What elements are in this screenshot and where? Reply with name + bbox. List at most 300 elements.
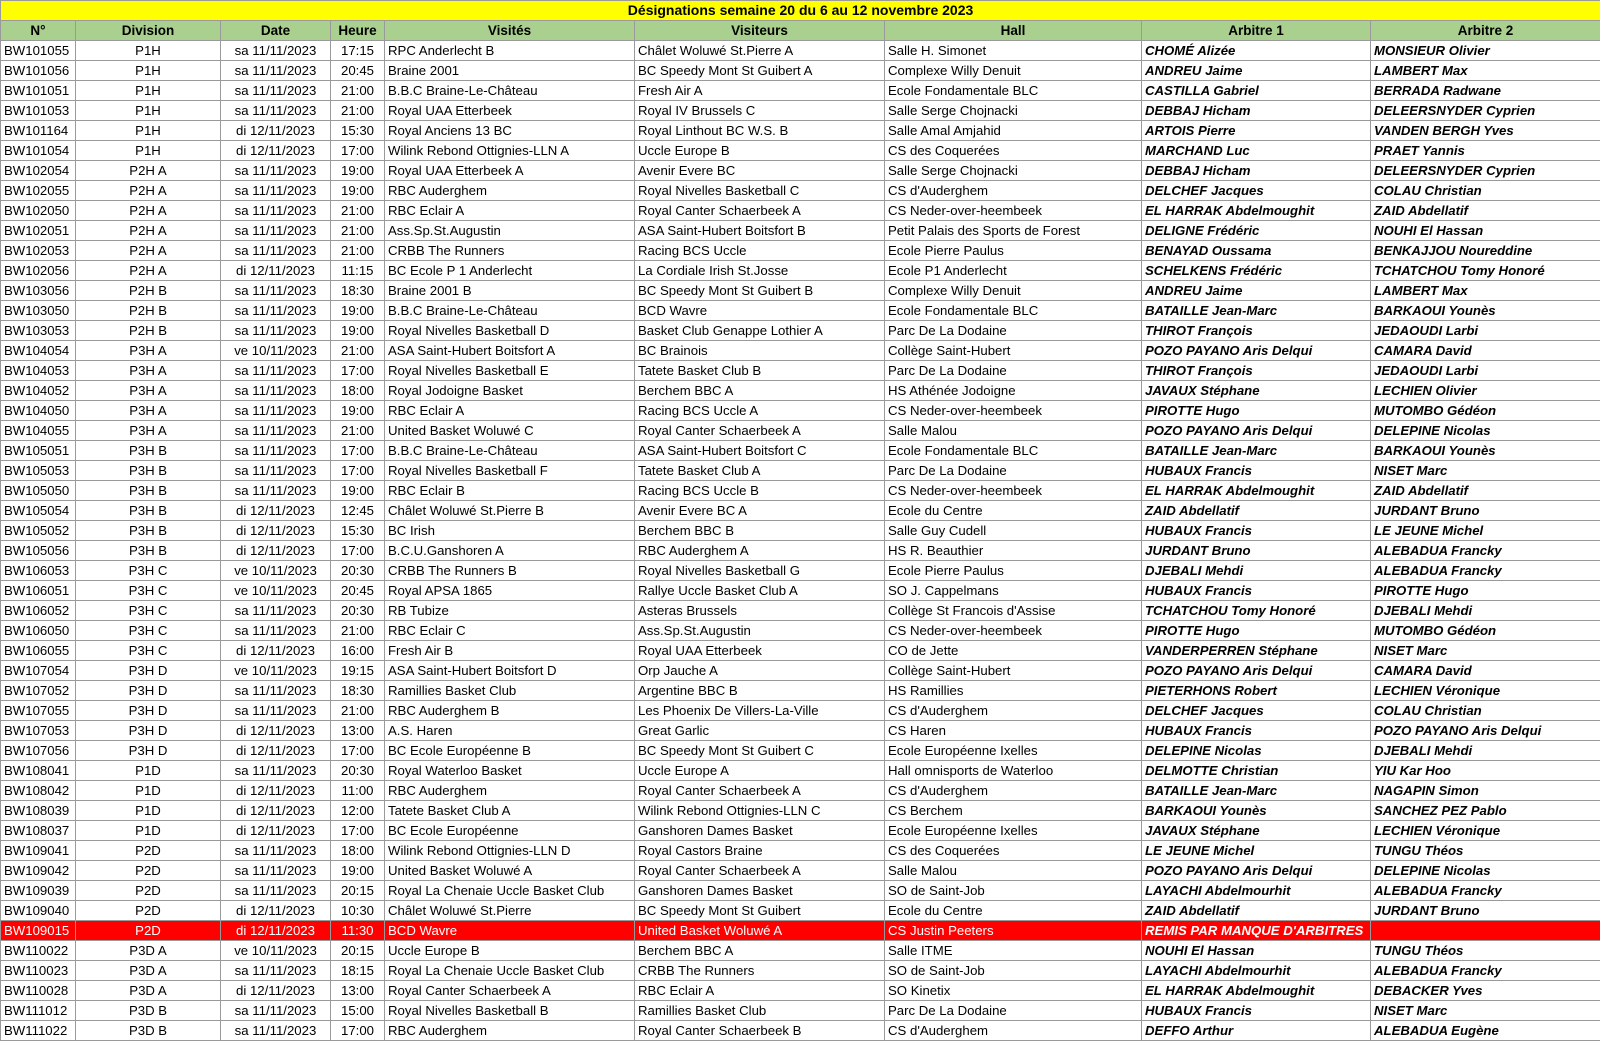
cell-division: P1H: [76, 81, 221, 101]
cell-date: di 12/11/2023: [221, 781, 331, 801]
cell-number: BW104055: [1, 421, 76, 441]
cell-referee-1: THIROT François: [1142, 361, 1371, 381]
cell-date: di 12/11/2023: [221, 921, 331, 941]
cell-date: di 12/11/2023: [221, 141, 331, 161]
cell-visitors: Royal Canter Schaerbeek A: [635, 861, 885, 881]
cell-visitors: RBC Auderghem A: [635, 541, 885, 561]
cell-visitors: BC Speedy Mont St Guibert A: [635, 61, 885, 81]
cell-home: Royal La Chenaie Uccle Basket Club: [385, 961, 635, 981]
cell-hall: Petit Palais des Sports de Forest: [885, 221, 1142, 241]
cell-hall: Salle H. Simonet: [885, 41, 1142, 61]
cell-number: BW108041: [1, 761, 76, 781]
cell-referee-2: DELEPINE Nicolas: [1371, 421, 1600, 441]
table-row: [1, 501, 1600, 521]
cell-referee-1: DELEPINE Nicolas: [1142, 741, 1371, 761]
cell-number: BW105050: [1, 481, 76, 501]
table-row: [1, 621, 1600, 641]
cell-visitors: Tatete Basket Club A: [635, 461, 885, 481]
cell-referee-2: NISET Marc: [1371, 641, 1600, 661]
cell-division: P2H B: [76, 281, 221, 301]
cell-date: di 12/11/2023: [221, 901, 331, 921]
cell-hall: SO Kinetix: [885, 981, 1142, 1001]
cell-visitors: Racing BCS Uccle: [635, 241, 885, 261]
cell-referee-2: BENKAJJOU Noureddine: [1371, 241, 1600, 261]
cell-date: sa 11/11/2023: [221, 861, 331, 881]
cell-division: P3H D: [76, 681, 221, 701]
table-row: [1, 901, 1600, 921]
cell-time: 17:00: [331, 461, 385, 481]
cell-visitors: Great Garlic: [635, 721, 885, 741]
table-row: [1, 441, 1600, 461]
cell-referee-1: DELMOTTE Christian: [1142, 761, 1371, 781]
cell-home: RB Tubize: [385, 601, 635, 621]
cell-referee-2: NOUHI El Hassan: [1371, 221, 1600, 241]
cell-visitors: Royal Nivelles Basketball G: [635, 561, 885, 581]
cell-home: RBC Eclair A: [385, 401, 635, 421]
cell-referee-1: ANDREU Jaime: [1142, 61, 1371, 81]
table-row: [1, 881, 1600, 901]
cell-hall: CS d'Auderghem: [885, 1021, 1142, 1041]
table-row: [1, 681, 1600, 701]
cell-referee-1: DELIGNE Frédéric: [1142, 221, 1371, 241]
cell-number: BW107052: [1, 681, 76, 701]
cell-division: P3H C: [76, 601, 221, 621]
cell-home: RBC Auderghem: [385, 781, 635, 801]
cell-division: P2D: [76, 901, 221, 921]
cell-number: BW105054: [1, 501, 76, 521]
cell-division: P3H A: [76, 361, 221, 381]
cell-date: di 12/11/2023: [221, 801, 331, 821]
table-row: [1, 781, 1600, 801]
cell-referee-2: LECHIEN Olivier: [1371, 381, 1600, 401]
cell-referee-2: JEDAOUDI Larbi: [1371, 361, 1600, 381]
cell-time: 21:00: [331, 81, 385, 101]
table-row: [1, 221, 1600, 241]
col-header-hall: Hall: [885, 21, 1142, 41]
cell-number: BW102051: [1, 221, 76, 241]
cell-number: BW107055: [1, 701, 76, 721]
cell-home: BC Ecole Européenne: [385, 821, 635, 841]
cell-division: P1D: [76, 781, 221, 801]
cell-time: 21:00: [331, 341, 385, 361]
cell-hall: CS Berchem: [885, 801, 1142, 821]
cell-time: 19:00: [331, 181, 385, 201]
cell-time: 18:00: [331, 381, 385, 401]
cell-number: BW106052: [1, 601, 76, 621]
cell-number: BW104054: [1, 341, 76, 361]
col-header-date: Date: [221, 21, 331, 41]
cell-visitors: Racing BCS Uccle A: [635, 401, 885, 421]
cell-number: BW101054: [1, 141, 76, 161]
cell-home: Châlet Woluwé St.Pierre B: [385, 501, 635, 521]
table-row: [1, 121, 1600, 141]
cell-hall: SO de Saint-Job: [885, 961, 1142, 981]
cell-referee-2: NISET Marc: [1371, 1001, 1600, 1021]
cell-visitors: Royal UAA Etterbeek: [635, 641, 885, 661]
cell-time: 20:15: [331, 941, 385, 961]
cell-number: BW104050: [1, 401, 76, 421]
cell-home: Braine 2001 B: [385, 281, 635, 301]
cell-referee-1: HUBAUX Francis: [1142, 721, 1371, 741]
cell-time: 20:15: [331, 881, 385, 901]
cell-time: 21:00: [331, 101, 385, 121]
cell-number: BW105052: [1, 521, 76, 541]
cell-date: sa 11/11/2023: [221, 441, 331, 461]
cell-time: 18:30: [331, 681, 385, 701]
cell-visitors: BC Brainois: [635, 341, 885, 361]
cell-visitors: Ganshoren Dames Basket: [635, 821, 885, 841]
cell-home: Royal Canter Schaerbeek A: [385, 981, 635, 1001]
cell-visitors: BC Speedy Mont St Guibert C: [635, 741, 885, 761]
cell-home: B.B.C Braine-Le-Château: [385, 301, 635, 321]
cell-visitors: Asteras Brussels: [635, 601, 885, 621]
cell-home: United Basket Woluwé C: [385, 421, 635, 441]
cell-home: Royal APSA 1865: [385, 581, 635, 601]
table-row: [1, 101, 1600, 121]
cell-number: BW101164: [1, 121, 76, 141]
cell-referee-1: BATAILLE Jean-Marc: [1142, 441, 1371, 461]
cell-referee-2: LE JEUNE Michel: [1371, 521, 1600, 541]
table-row: [1, 601, 1600, 621]
cell-date: sa 11/11/2023: [221, 301, 331, 321]
cell-date: ve 10/11/2023: [221, 561, 331, 581]
cell-date: ve 10/11/2023: [221, 581, 331, 601]
cell-time: 15:30: [331, 521, 385, 541]
cell-referee-2: POZO PAYANO Aris Delqui: [1371, 721, 1600, 741]
cell-referee-1: POZO PAYANO Aris Delqui: [1142, 661, 1371, 681]
cell-referee-1: VANDERPERREN Stéphane: [1142, 641, 1371, 661]
cell-hall: Ecole Fondamentale BLC: [885, 81, 1142, 101]
cell-visitors: Tatete Basket Club B: [635, 361, 885, 381]
cell-division: P2H A: [76, 181, 221, 201]
cell-referee-2: MUTOMBO Gédéon: [1371, 621, 1600, 641]
cell-referee-2: CAMARA David: [1371, 661, 1600, 681]
cell-hall: Parc De La Dodaine: [885, 321, 1142, 341]
cell-number: BW109041: [1, 841, 76, 861]
cell-referee-1: BATAILLE Jean-Marc: [1142, 301, 1371, 321]
table-row: [1, 161, 1600, 181]
cell-referee-1: POZO PAYANO Aris Delqui: [1142, 861, 1371, 881]
cell-date: sa 11/11/2023: [221, 161, 331, 181]
cell-referee-1: PIROTTE Hugo: [1142, 401, 1371, 421]
cell-hall: HS Athénée Jodoigne: [885, 381, 1142, 401]
cell-visitors: Fresh Air A: [635, 81, 885, 101]
cell-referee-1: DELCHEF Jacques: [1142, 181, 1371, 201]
cell-hall: CS des Coquerées: [885, 141, 1142, 161]
cell-division: P1H: [76, 141, 221, 161]
cell-number: BW108039: [1, 801, 76, 821]
cell-hall: Ecole Européenne Ixelles: [885, 741, 1142, 761]
table-row: [1, 41, 1600, 61]
table-row: [1, 421, 1600, 441]
cell-home: ASA Saint-Hubert Boitsfort A: [385, 341, 635, 361]
cell-date: sa 11/11/2023: [221, 241, 331, 261]
cell-referee-2: NISET Marc: [1371, 461, 1600, 481]
cell-visitors: Royal IV Brussels C: [635, 101, 885, 121]
table-row: [1, 661, 1600, 681]
cell-visitors: Uccle Europe B: [635, 141, 885, 161]
cell-hall: CS d'Auderghem: [885, 701, 1142, 721]
cell-home: BCD Wavre: [385, 921, 635, 941]
cell-division: P3H B: [76, 501, 221, 521]
cell-referee-1: DEFFO Arthur: [1142, 1021, 1371, 1041]
table-row: [1, 241, 1600, 261]
cell-home: ASA Saint-Hubert Boitsfort D: [385, 661, 635, 681]
cell-visitors: Racing BCS Uccle B: [635, 481, 885, 501]
cell-division: P2D: [76, 841, 221, 861]
cell-division: P3H C: [76, 581, 221, 601]
cell-number: BW101056: [1, 61, 76, 81]
cell-division: P2H A: [76, 221, 221, 241]
cell-division: P1D: [76, 801, 221, 821]
cell-date: sa 11/11/2023: [221, 421, 331, 441]
col-header-visitors: Visiteurs: [635, 21, 885, 41]
cell-referee-2: [1371, 921, 1600, 941]
table-row: [1, 481, 1600, 501]
cell-division: P3H B: [76, 541, 221, 561]
cell-number: BW109015: [1, 921, 76, 941]
cell-division: P3H B: [76, 521, 221, 541]
cell-home: Royal Waterloo Basket: [385, 761, 635, 781]
cell-number: BW102056: [1, 261, 76, 281]
cell-time: 21:00: [331, 221, 385, 241]
cell-referee-2: NAGAPIN Simon: [1371, 781, 1600, 801]
cell-hall: CS Haren: [885, 721, 1142, 741]
cell-hall: Ecole du Centre: [885, 901, 1142, 921]
cell-hall: CS Neder-over-heembeek: [885, 621, 1142, 641]
table-row: [1, 261, 1600, 281]
cell-division: P3H B: [76, 481, 221, 501]
cell-referee-1: PIROTTE Hugo: [1142, 621, 1371, 641]
cell-time: 21:00: [331, 241, 385, 261]
cell-home: CRBB The Runners: [385, 241, 635, 261]
table-row: [1, 141, 1600, 161]
cell-referee-2: PIROTTE Hugo: [1371, 581, 1600, 601]
cell-home: Royal La Chenaie Uccle Basket Club: [385, 881, 635, 901]
cell-number: BW103050: [1, 301, 76, 321]
cell-referee-1: ZAID Abdellatif: [1142, 501, 1371, 521]
cell-home: RBC Auderghem: [385, 181, 635, 201]
cell-division: P2H A: [76, 161, 221, 181]
table-row: [1, 181, 1600, 201]
cell-date: sa 11/11/2023: [221, 701, 331, 721]
table-row: [1, 721, 1600, 741]
cell-visitors: Royal Canter Schaerbeek A: [635, 201, 885, 221]
table-row: [1, 381, 1600, 401]
table-row: [1, 941, 1600, 961]
cell-referee-2: ALEBADUA Eugène: [1371, 1021, 1600, 1041]
cell-home: Ramillies Basket Club: [385, 681, 635, 701]
table-row: [1, 281, 1600, 301]
cell-hall: CS Neder-over-heembeek: [885, 201, 1142, 221]
cell-division: P1D: [76, 821, 221, 841]
cell-home: B.B.C Braine-Le-Château: [385, 81, 635, 101]
cell-date: ve 10/11/2023: [221, 661, 331, 681]
col-header-time: Heure: [331, 21, 385, 41]
cell-referee-2: DELEERSNYDER Cyprien: [1371, 161, 1600, 181]
cell-home: Braine 2001: [385, 61, 635, 81]
cell-visitors: Les Phoenix De Villers-La-Ville: [635, 701, 885, 721]
cell-division: P3D A: [76, 981, 221, 1001]
cell-time: 20:30: [331, 761, 385, 781]
table-row: [1, 761, 1600, 781]
cell-number: BW102055: [1, 181, 76, 201]
cell-visitors: Argentine BBC B: [635, 681, 885, 701]
cell-date: sa 11/11/2023: [221, 101, 331, 121]
cell-date: sa 11/11/2023: [221, 481, 331, 501]
cell-referee-1: NOUHI El Hassan: [1142, 941, 1371, 961]
cell-home: United Basket Woluwé A: [385, 861, 635, 881]
table-row: [1, 301, 1600, 321]
cell-referee-2: YIU Kar Hoo: [1371, 761, 1600, 781]
cell-visitors: Royal Linthout BC W.S. B: [635, 121, 885, 141]
table-row-cancelled: [1, 921, 1600, 941]
cell-home: RBC Eclair A: [385, 201, 635, 221]
cell-division: P1H: [76, 61, 221, 81]
cell-hall: Salle Amal Amjahid: [885, 121, 1142, 141]
cell-division: P2H B: [76, 301, 221, 321]
cell-visitors: BC Speedy Mont St Guibert B: [635, 281, 885, 301]
cell-division: P3D A: [76, 941, 221, 961]
cell-time: 18:30: [331, 281, 385, 301]
cell-time: 18:00: [331, 841, 385, 861]
cell-number: BW101055: [1, 41, 76, 61]
cell-division: P1H: [76, 101, 221, 121]
cell-referee-2: TUNGU Théos: [1371, 941, 1600, 961]
cell-date: sa 11/11/2023: [221, 221, 331, 241]
cell-referee-1: ARTOIS Pierre: [1142, 121, 1371, 141]
cell-referee-1: LAYACHI Abdelmourhit: [1142, 961, 1371, 981]
cell-time: 19:00: [331, 161, 385, 181]
cell-time: 13:00: [331, 981, 385, 1001]
cell-hall: Ecole Européenne Ixelles: [885, 821, 1142, 841]
cell-home: Royal Nivelles Basketball E: [385, 361, 635, 381]
cell-referee-1: DEBBAJ Hicham: [1142, 101, 1371, 121]
cell-visitors: Berchem BBC B: [635, 521, 885, 541]
cell-time: 20:30: [331, 601, 385, 621]
cell-date: di 12/11/2023: [221, 741, 331, 761]
cell-referee-1: POZO PAYANO Aris Delqui: [1142, 421, 1371, 441]
cell-division: P3H D: [76, 701, 221, 721]
cell-number: BW109039: [1, 881, 76, 901]
cell-date: di 12/11/2023: [221, 501, 331, 521]
cell-date: sa 11/11/2023: [221, 201, 331, 221]
cell-home: Tatete Basket Club A: [385, 801, 635, 821]
cell-division: P3H C: [76, 641, 221, 661]
cell-visitors: Royal Canter Schaerbeek A: [635, 421, 885, 441]
cell-home: B.C.U.Ganshoren A: [385, 541, 635, 561]
table-row: [1, 841, 1600, 861]
col-header-referee-2: Arbitre 2: [1371, 21, 1600, 41]
table-row: [1, 701, 1600, 721]
cell-home: Royal Nivelles Basketball F: [385, 461, 635, 481]
cell-division: P2D: [76, 881, 221, 901]
cell-number: BW111012: [1, 1001, 76, 1021]
cell-referee-1: REMIS PAR MANQUE D'ARBITRES: [1142, 921, 1371, 941]
cell-referee-1: CHOMÉ Alizée: [1142, 41, 1371, 61]
cell-hall: Salle Serge Chojnacki: [885, 101, 1142, 121]
cell-hall: Parc De La Dodaine: [885, 461, 1142, 481]
table-row: [1, 341, 1600, 361]
cell-referee-1: JURDANT Bruno: [1142, 541, 1371, 561]
cell-visitors: La Cordiale Irish St.Josse: [635, 261, 885, 281]
cell-date: sa 11/11/2023: [221, 381, 331, 401]
cell-referee-2: BARKAOUI Younès: [1371, 441, 1600, 461]
cell-referee-1: BENAYAD Oussama: [1142, 241, 1371, 261]
cell-referee-2: LAMBERT Max: [1371, 281, 1600, 301]
cell-date: sa 11/11/2023: [221, 41, 331, 61]
cell-visitors: Berchem BBC A: [635, 381, 885, 401]
cell-referee-1: LAYACHI Abdelmourhit: [1142, 881, 1371, 901]
cell-date: sa 11/11/2023: [221, 81, 331, 101]
cell-referee-2: LAMBERT Max: [1371, 61, 1600, 81]
cell-hall: Salle Malou: [885, 861, 1142, 881]
table-row: [1, 1001, 1600, 1021]
cell-home: BC Ecole Européenne B: [385, 741, 635, 761]
cell-date: sa 11/11/2023: [221, 461, 331, 481]
cell-date: sa 11/11/2023: [221, 621, 331, 641]
cell-referee-2: DELEERSNYDER Cyprien: [1371, 101, 1600, 121]
cell-referee-1: BATAILLE Jean-Marc: [1142, 781, 1371, 801]
cell-home: RBC Eclair C: [385, 621, 635, 641]
cell-hall: CS Neder-over-heembeek: [885, 401, 1142, 421]
cell-number: BW110023: [1, 961, 76, 981]
cell-division: P3H D: [76, 661, 221, 681]
cell-time: 19:00: [331, 321, 385, 341]
cell-referee-1: THIROT François: [1142, 321, 1371, 341]
cell-number: BW105056: [1, 541, 76, 561]
cell-visitors: Rallye Uccle Basket Club A: [635, 581, 885, 601]
cell-referee-1: PIETERHONS Robert: [1142, 681, 1371, 701]
table-row: [1, 581, 1600, 601]
cell-visitors: BC Speedy Mont St Guibert: [635, 901, 885, 921]
cell-referee-2: COLAU Christian: [1371, 701, 1600, 721]
cell-home: CRBB The Runners B: [385, 561, 635, 581]
cell-visitors: Avenir Evere BC A: [635, 501, 885, 521]
cell-hall: Salle Malou: [885, 421, 1142, 441]
cell-referee-2: MONSIEUR Olivier: [1371, 41, 1600, 61]
cell-number: BW104053: [1, 361, 76, 381]
cell-time: 17:00: [331, 1021, 385, 1041]
cell-number: BW107054: [1, 661, 76, 681]
cell-time: 17:00: [331, 361, 385, 381]
cell-referee-2: PRAET Yannis: [1371, 141, 1600, 161]
cell-time: 19:15: [331, 661, 385, 681]
cell-number: BW106053: [1, 561, 76, 581]
cell-time: 12:45: [331, 501, 385, 521]
cell-hall: CO de Jette: [885, 641, 1142, 661]
cell-date: di 12/11/2023: [221, 821, 331, 841]
cell-visitors: Basket Club Genappe Lothier A: [635, 321, 885, 341]
cell-division: P2D: [76, 861, 221, 881]
cell-hall: Salle Serge Chojnacki: [885, 161, 1142, 181]
cell-home: Royal Nivelles Basketball B: [385, 1001, 635, 1021]
cell-date: di 12/11/2023: [221, 121, 331, 141]
cell-visitors: Ganshoren Dames Basket: [635, 881, 885, 901]
cell-division: P3H D: [76, 721, 221, 741]
table-row: [1, 641, 1600, 661]
cell-time: 17:00: [331, 141, 385, 161]
cell-number: BW103056: [1, 281, 76, 301]
cell-time: 18:15: [331, 961, 385, 981]
cell-referee-2: COLAU Christian: [1371, 181, 1600, 201]
cell-hall: HS Ramillies: [885, 681, 1142, 701]
cell-time: 20:45: [331, 61, 385, 81]
cell-time: 10:30: [331, 901, 385, 921]
cell-referee-1: MARCHAND Luc: [1142, 141, 1371, 161]
table-row: [1, 461, 1600, 481]
sheet-title: Désignations semaine 20 du 6 au 12 novembre 2023: [1, 1, 1600, 21]
